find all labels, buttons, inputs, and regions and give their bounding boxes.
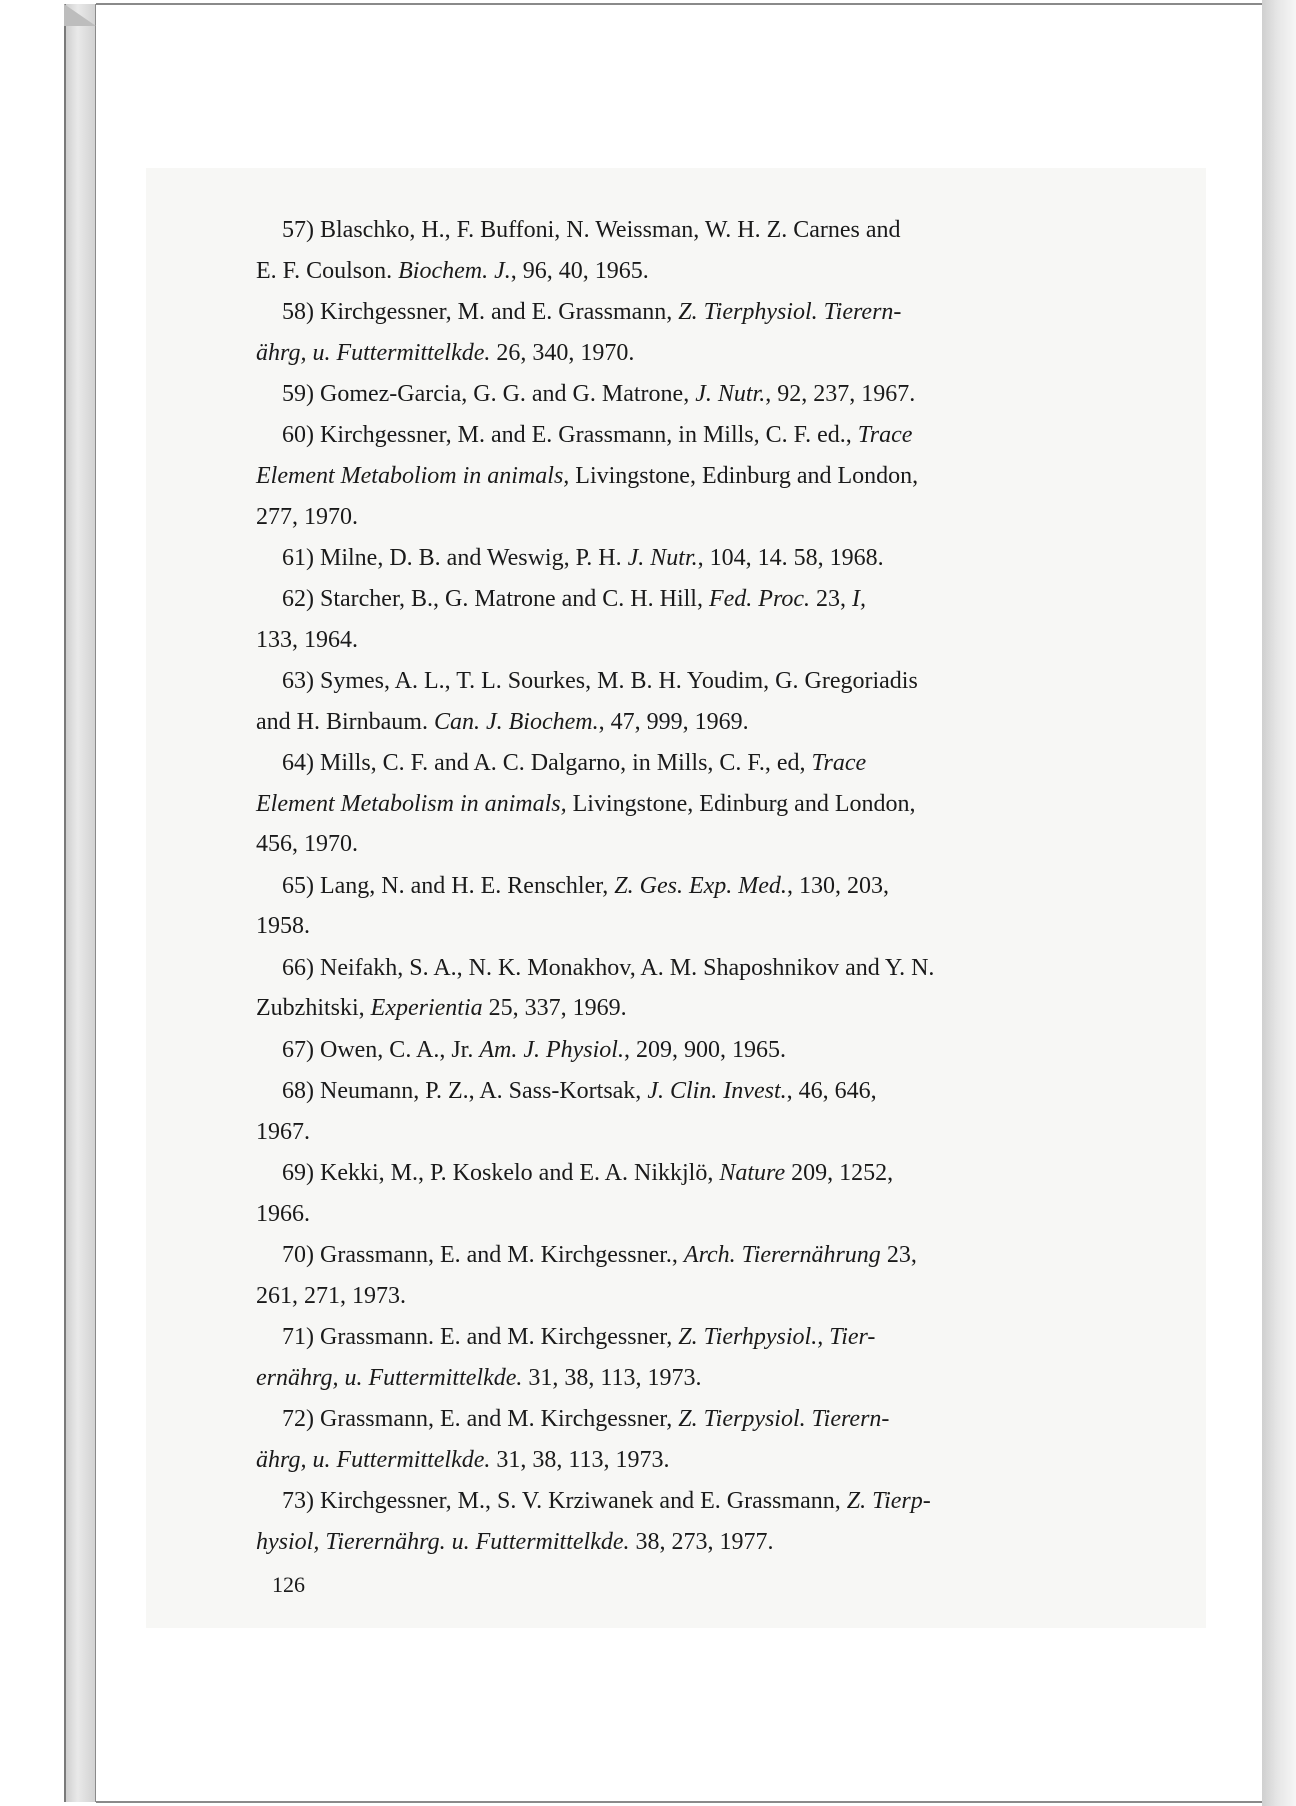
- reference-continuation-line: [256, 988, 1156, 1029]
- reference-italic-text: Trace: [857, 422, 913, 449]
- reference-italic-text: hysiol, Tierernährg. u. Futtermittelkde.: [256, 1528, 630, 1555]
- reference-text: Livingstone, Edinburg and London,: [566, 790, 916, 817]
- reference-italic-text: Z. Tierphysiol. Tierern-: [678, 298, 902, 325]
- reference-continuation-line: [256, 251, 1156, 292]
- reference-text: 59) Gomez-Garcia, G. G. and G. Matrone,: [282, 380, 696, 407]
- reference-entry: [256, 292, 1156, 373]
- reference-text: 26, 340, 1970.: [490, 339, 635, 366]
- reference-first-line: [256, 1317, 1156, 1358]
- reference-continuation-line: [256, 906, 1156, 947]
- reference-text: and H. Birnbaum.: [256, 708, 434, 735]
- reference-continuation-line: [256, 333, 1156, 374]
- reference-continuation-line: [256, 824, 1156, 865]
- reference-italic-text: Nature: [719, 1159, 786, 1186]
- reference-text: 133, 1964.: [256, 626, 358, 653]
- reference-text: 38, 273, 1977.: [629, 1528, 774, 1555]
- reference-text: 209, 1252,: [785, 1159, 894, 1186]
- reference-text: 73) Kirchgessner, M., S. V. Krziwanek and E. Grassmann,: [282, 1487, 847, 1514]
- reference-first-line: [256, 1153, 1156, 1194]
- reference-text: Livingstone, Edinburg and London,: [569, 462, 919, 489]
- reference-text: 65) Lang, N. and H. E. Renschler,: [282, 872, 615, 899]
- reference-text: 456, 1970.: [256, 831, 358, 858]
- reference-continuation-line: [256, 702, 1156, 743]
- reference-text: 31, 38, 113, 1973.: [490, 1446, 670, 1473]
- reference-first-line: [256, 866, 1156, 907]
- spine-corner: [64, 4, 96, 26]
- reference-text: 71) Grassmann. E. and M. Kirchgessner,: [282, 1323, 679, 1350]
- reference-italic-text: ernährg, u. Futtermittelkde.: [256, 1364, 523, 1391]
- reference-italic-text: Arch. Tierernährung: [683, 1241, 881, 1268]
- reference-italic-text: Can. J. Biochem.: [433, 708, 599, 735]
- reference-italic-text: Z. Tierp-: [846, 1487, 931, 1514]
- reference-text: 1966.: [256, 1200, 310, 1227]
- reference-entry: [256, 1399, 1156, 1480]
- reference-entry: [256, 661, 1156, 742]
- reference-text: 31, 38, 113, 1973.: [522, 1364, 702, 1391]
- reference-italic-text: J. Nutr.: [627, 544, 698, 571]
- reference-text: 57) Blaschko, H., F. Buffoni, N. Weissman, W. H. Z. Carnes and: [282, 217, 901, 243]
- reference-continuation-line: [256, 620, 1156, 661]
- reference-text: 261, 271, 1973.: [256, 1282, 406, 1309]
- reference-italic-text: I,: [852, 586, 867, 613]
- reference-italic-text: Trace: [811, 750, 867, 777]
- reference-text: , 209, 900, 1965.: [623, 1036, 786, 1063]
- reference-italic-text: Z. Tierhpysiol., Tier-: [678, 1323, 876, 1350]
- reference-text: 1967.: [256, 1118, 310, 1145]
- reference-entry: [256, 374, 1156, 415]
- reference-list: [256, 210, 1156, 1563]
- reference-first-line: [256, 948, 1156, 989]
- reference-first-line: [256, 1071, 1156, 1112]
- reference-entry: [256, 866, 1156, 947]
- reference-text: 68) Neumann, P. Z., A. Sass-Kortsak,: [282, 1077, 648, 1104]
- reference-entry: [256, 1030, 1156, 1071]
- reference-text: 58) Kirchgessner, M. and E. Grassmann,: [282, 298, 679, 325]
- reference-first-line: [256, 661, 1156, 702]
- reference-text: 72) Grassmann, E. and M. Kirchgessner,: [282, 1405, 679, 1432]
- reference-text: 70) Grassmann, E. and M. Kirchgessner.,: [282, 1241, 684, 1268]
- reference-italic-text: Am. J. Physiol.: [479, 1036, 624, 1063]
- reference-entry: [256, 1481, 1156, 1562]
- reference-first-line: [256, 579, 1156, 620]
- reference-text: , 92, 237, 1967.: [765, 380, 916, 407]
- reference-italic-text: Experientia: [370, 995, 483, 1022]
- reference-entry: [256, 1317, 1156, 1398]
- reference-first-line: [256, 538, 1156, 579]
- reference-first-line: [256, 415, 1156, 456]
- reference-text: Zubzhitski,: [256, 995, 371, 1022]
- reference-continuation-line: [256, 497, 1156, 538]
- reference-text: 67) Owen, C. A., Jr.: [282, 1036, 480, 1063]
- reference-continuation-line: [256, 1276, 1156, 1317]
- reference-continuation-line: [256, 784, 1156, 825]
- reference-entry: [256, 1235, 1156, 1316]
- reference-continuation-line: [256, 1112, 1156, 1153]
- reference-first-line: [256, 1030, 1156, 1071]
- reference-text: 1958.: [256, 913, 310, 940]
- reference-text: 23,: [880, 1241, 917, 1268]
- reference-first-line: [256, 743, 1156, 784]
- reference-italic-text: ährg, u. Futtermittelkde.: [256, 1446, 491, 1473]
- reference-first-line: [256, 1399, 1156, 1440]
- book-spine: [64, 4, 96, 1802]
- reference-italic-text: Biochem. J.: [398, 257, 511, 284]
- reference-entry: [256, 538, 1156, 579]
- reference-italic-text: Element Metaboliom in animals,: [256, 462, 570, 489]
- reference-continuation-line: [256, 1522, 1156, 1563]
- reference-text: , 47, 999, 1969.: [598, 708, 749, 735]
- reference-italic-text: ährg, u. Futtermittelkde.: [256, 339, 491, 366]
- page-number: 126: [272, 1572, 305, 1597]
- reference-text: , 104, 14. 58, 1968.: [697, 544, 884, 571]
- reference-text: 277, 1970.: [256, 503, 358, 530]
- reference-entry: [256, 415, 1156, 537]
- reference-text: , 130, 203,: [786, 872, 889, 899]
- reference-continuation-line: [256, 1358, 1156, 1399]
- reference-first-line: [256, 374, 1156, 415]
- reference-first-line: [256, 1235, 1156, 1276]
- reference-italic-text: Z. Ges. Exp. Med.: [614, 872, 787, 899]
- reference-entry: [256, 210, 1156, 291]
- reference-text: 61) Milne, D. B. and Weswig, P. H.: [282, 544, 628, 571]
- reference-text: 64) Mills, C. F. and A. C. Dalgarno, in Mills, C. F., ed,: [282, 750, 812, 777]
- reference-text: 69) Kekki, M., P. Koskelo and E. A. Nikkjlö,: [282, 1159, 720, 1186]
- reference-text: 62) Starcher, B., G. Matrone and C. H. Hill,: [282, 586, 709, 613]
- reference-entry: [256, 1071, 1156, 1152]
- reference-italic-text: J. Nutr.: [695, 380, 766, 407]
- reference-continuation-line: [256, 1440, 1156, 1481]
- reference-entry: [256, 743, 1156, 865]
- reference-italic-text: J. Clin. Invest.: [647, 1077, 787, 1104]
- reference-first-line: [256, 1481, 1156, 1522]
- reference-entry: [256, 1153, 1156, 1234]
- reference-text: 63) Symes, A. L., T. L. Sourkes, M. B. H. Youdim, G. Gregoriadis: [282, 668, 918, 695]
- reference-continuation-line: [256, 1194, 1156, 1235]
- reference-text: 60) Kirchgessner, M. and E. Grassmann, in Mills, C. F. ed.,: [282, 422, 858, 449]
- reference-text: 66) Neifakh, S. A., N. K. Monakhov, A. M. Shaposhnikov and Y. N.: [282, 954, 935, 981]
- reference-italic-text: Z. Tierpysiol. Tierern-: [678, 1405, 890, 1432]
- reference-entry: [256, 948, 1156, 1029]
- page-right-shadow: [1262, 0, 1296, 1806]
- page-top-edge: [96, 3, 1268, 5]
- reference-first-line: [256, 292, 1156, 333]
- reference-entry: [256, 579, 1156, 660]
- reference-text: , 96, 40, 1965.: [510, 257, 649, 284]
- reference-continuation-line: [256, 456, 1156, 497]
- reference-text: 25, 337, 1969.: [482, 995, 627, 1022]
- reference-italic-text: Fed. Proc.: [708, 586, 811, 613]
- reference-italic-text: Element Metabolism in animals,: [256, 790, 567, 817]
- reference-text: E. F. Coulson.: [256, 257, 399, 284]
- reference-text: 23,: [810, 586, 853, 613]
- reference-text: , 46, 646,: [786, 1077, 877, 1104]
- page-bottom-edge: [96, 1801, 1268, 1803]
- reference-first-line: [256, 210, 1156, 251]
